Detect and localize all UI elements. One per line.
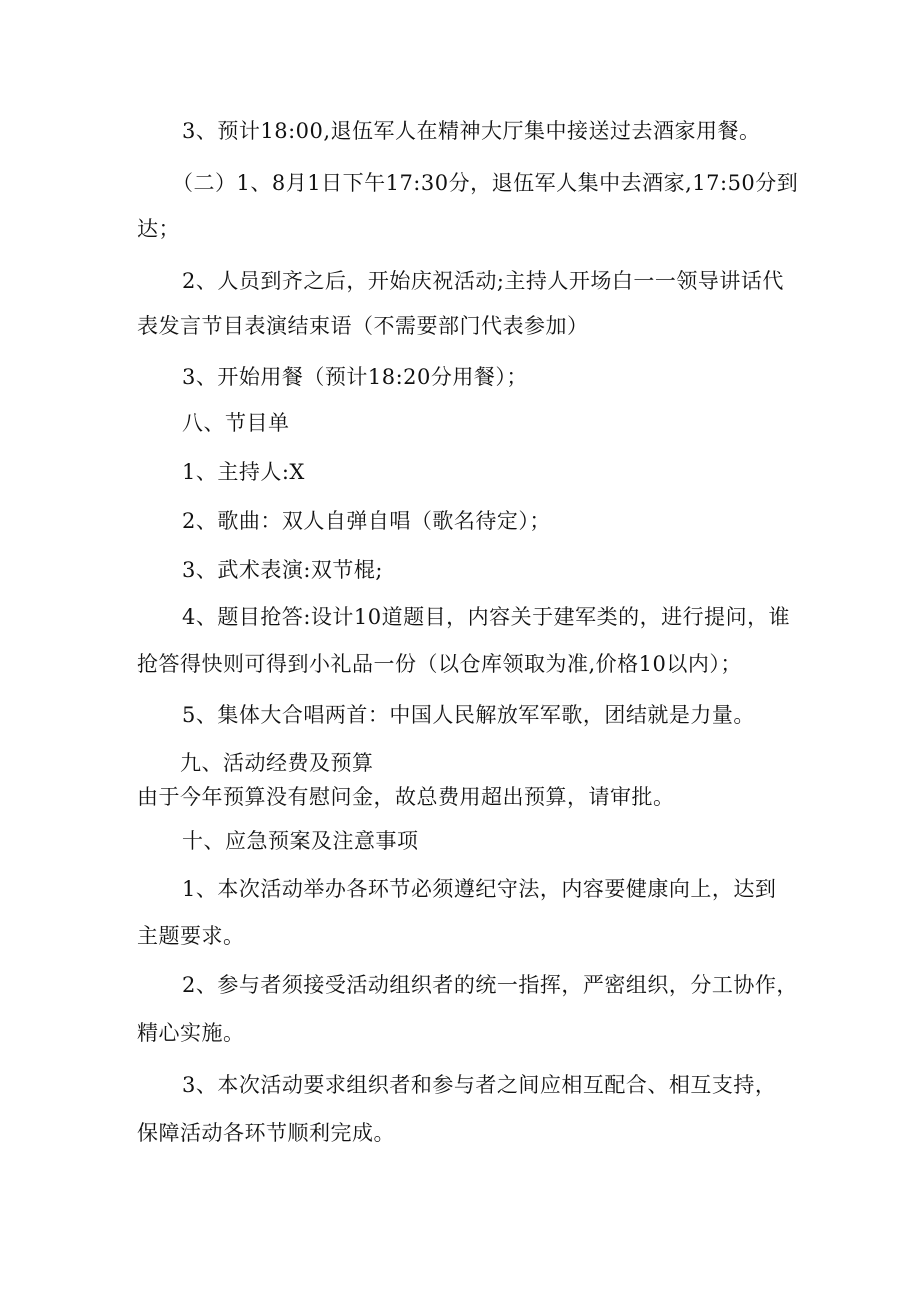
text-line: 3、开始用餐（预计18:20分用餐）； [182,365,528,389]
text-line: 3、本次活动要求组织者和参与者之间应相互配合、相互支持， [182,1073,777,1097]
section-heading: 九、活动经费及预算 [180,751,374,775]
section-heading: 八、节目单 [182,411,290,435]
text-line: 4、题目抢答:设计10道题目，内容关于建军类的，进行提问，谁 [182,605,791,629]
text-line: 5、集体大合唱两首：中国人民解放军军歌，团结就是力量。 [182,703,755,727]
text-line: （二）1、8月1日下午17:30分，退伍军人集中去酒家,17:50分到 [172,171,799,195]
text-line: 2、参与者须接受活动组织者的统一指挥，严密组织，分工协作， [182,973,798,997]
text-line: 2、歌曲：双人自弹自唱（歌名待定）； [182,509,551,533]
text-line: 精心实施。 [137,1021,245,1045]
text-line: 3、预计18:00,退伍军人在精神大厅集中接送过去酒家用餐。 [182,119,761,143]
text-line: 抢答得快则可得到小礼品一份（以仓库领取为准,价格10以内）； [137,652,742,676]
text-line: 主题要求。 [137,924,245,948]
text-line: 1、本次活动举办各环节必须遵纪守法，内容要健康向上，达到 [182,877,777,901]
text-line: 保障活动各环节顺利完成。 [137,1121,395,1145]
text-line: 由于今年预算没有慰问金，故总费用超出预算，请审批。 [137,785,675,809]
section-heading: 十、应急预案及注意事项 [182,829,419,853]
text-line: 表发言节目表演结束语（不需要部门代表参加） [137,314,589,338]
text-line: 达； [137,217,180,241]
text-line: 1、主持人:X [182,460,305,484]
text-line: 3、武术表演:双节棍; [182,558,384,582]
text-line: 2、人员到齐之后，开始庆祝活动;主持人开场白一一领导讲话代 [182,269,784,293]
